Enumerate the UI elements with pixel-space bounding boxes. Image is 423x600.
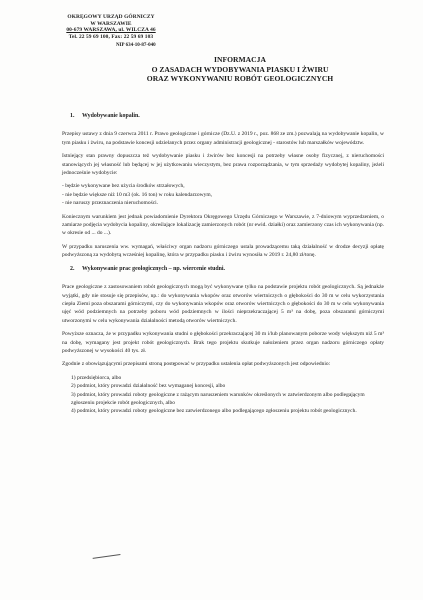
section-2-paragraph-2: Powyższe oznacza, że w przypadku wykonywania studni o głębokości przekraczającej 30 m i/lub planowanym poborze wody większym niż 5 m³ na dobę, wymagany jest projekt robót geologicznych. Brak tego projektu skutkuje nałożeniem przez organ nadzoru górniczego opłaty podwyższonej w wysokości 40 tys. zł. <box>62 331 384 354</box>
office-header <box>46 14 176 40</box>
office-address: 00-679 WARSZAWA, ul. WILCZA 46 <box>66 27 156 34</box>
section-1-heading <box>70 112 384 120</box>
document-title <box>120 55 360 84</box>
handwritten-mark <box>92 546 121 559</box>
office-name: OKRĘGOWY URZĄD GÓRNICZY <box>67 14 155 20</box>
condition-item: - będzie wykonywane bez użycia środków strzałowych, <box>62 183 185 190</box>
title-line-1: INFORMACJA <box>214 55 266 64</box>
parties-list <box>62 374 384 416</box>
section-2-paragraph-3: Zgodnie z obowiązującymi przepisami stroną postępować w przypadku ustalenia opłat podwyższonych jest odpowiednio: <box>62 361 331 368</box>
list-item: 4) podmiot, który prowadzi roboty geologiczne bez zatwierdzonego albo podlegającego zgłoszeniu projektu robót geologicznych. <box>71 408 357 415</box>
condition-item: - nie naruszy przeznaczenia nieruchomości. <box>62 200 159 207</box>
section-1-paragraph-2: Istniejący stan prawny dopuszcza też wydobywanie piasku i żwirów bez koncesji na potrzeby własne osoby fizycznej, z nieruchomości stanowiących jej własność lub będącej w jej użytkowaniu wieczystym, bez prawa rozporządzania, w tym sprzedaży wydobytej kopaliny, jeżeli jednocześnie wydobycie: <box>62 153 384 177</box>
section-2-title: Wykonywanie prac geologicznych – np. wiercenie studni. <box>82 265 226 272</box>
list-item: 1) przedsiębiorca, albo <box>71 374 122 381</box>
condition-item: - nie będzie większe niż 10 m3 (ok. 16 ton) w roku kalendarzowym, <box>62 191 212 198</box>
conditions-list <box>62 182 384 207</box>
document-body <box>62 108 384 416</box>
section-1-title: Wydobywanie kopalin. <box>82 113 140 119</box>
section-2-paragraph-1: Prace geologiczne z zastosowaniem robót geologicznych mogą być wykonywane tylko na podstawie projektu robót geologicznych. Są jednakże wyjątki, gdy nie stosuje się przepisów, np.: do wykonywania wkopów oraz otworów wiertniczych o głębokości do 30 m w celu wykorzystania ciepła Ziemi poza obszarami górniczymi, czy do wykonywania wkopów oraz otworów wiertniczych o głębokości do 30 m w celu wykonywania ujęć wód podziemnych na potrzeby poboru wód podziemnych w ilości nieprzekraczającej 5 m³ na dobę, poza obszarami górniczymi utworzonymi w celu wykonywania działalności metodą otworów wiertniczych. <box>62 284 384 324</box>
section-1-paragraph-1: Przepisy ustawy z dnia 9 czerwca 2011 r. Prawo geologiczne i górnicze (Dz.U. z 2019 r., poz. 868 ze zm.) pozwalają na wydobywanie kopalin, w tym piasku i żwiru, na podstawie koncesji udzielanych przez organy administracji geologicznej - starostów lub marszałków województw. <box>62 131 384 146</box>
title-line-3: ORAZ WYKONYWANIU ROBÓT GEOLOGICZNYCH <box>146 74 334 84</box>
section-1-number: 1. <box>70 113 75 119</box>
office-nip: NIP 634-10-87-040 <box>116 43 156 48</box>
list-item: 3) podmiot, który prowadzi roboty geologiczne z rażącym naruszeniem warunków określonych w zatwierdzonym albo podlegającym zgłoszeniu projekcie robót geologicznych, albo <box>71 391 365 406</box>
section-2-number: 2. <box>70 265 75 272</box>
office-phone: Tel. 22 59 69 100, Fax: 22 59 69 103 <box>68 33 154 40</box>
title-line-2: O ZASADACH WYDOBYWANIA PIASKU I ŻWIRU <box>151 64 329 74</box>
section-1-paragraph-4: W przypadku naruszenia ww. wymagań, właściwy organ nadzoru górniczego ustala prowadzącemu taką działalność w drodze decyzji opłatę podwyższoną za wydobytą wcześniej kopalinę, która w przypadku piasku i żwiru wynosiła w 2019 r. 24,80 zł/tonę. <box>62 243 384 259</box>
section-1-paragraph-3: Koniecznym warunkiem jest jednak powiadomienie Dyrektora Okręgowego Urzędu Górniczego w Warszawie, z 7-dniowym wyprzedzeniem, o zamiarze podjęcia wydobycia kopaliny, określające lokalizację zamierzonych robót (nr ewid. działki) oraz zamierzony czas ich wykonywania (np. w okresie od ... do ...). <box>62 213 385 237</box>
section-2-heading <box>70 265 384 273</box>
office-city: W WARSZAWIE <box>90 20 132 27</box>
list-item: 2) podmiot, który prowadzi działalność bez wymaganej koncesji, albo <box>71 383 226 390</box>
